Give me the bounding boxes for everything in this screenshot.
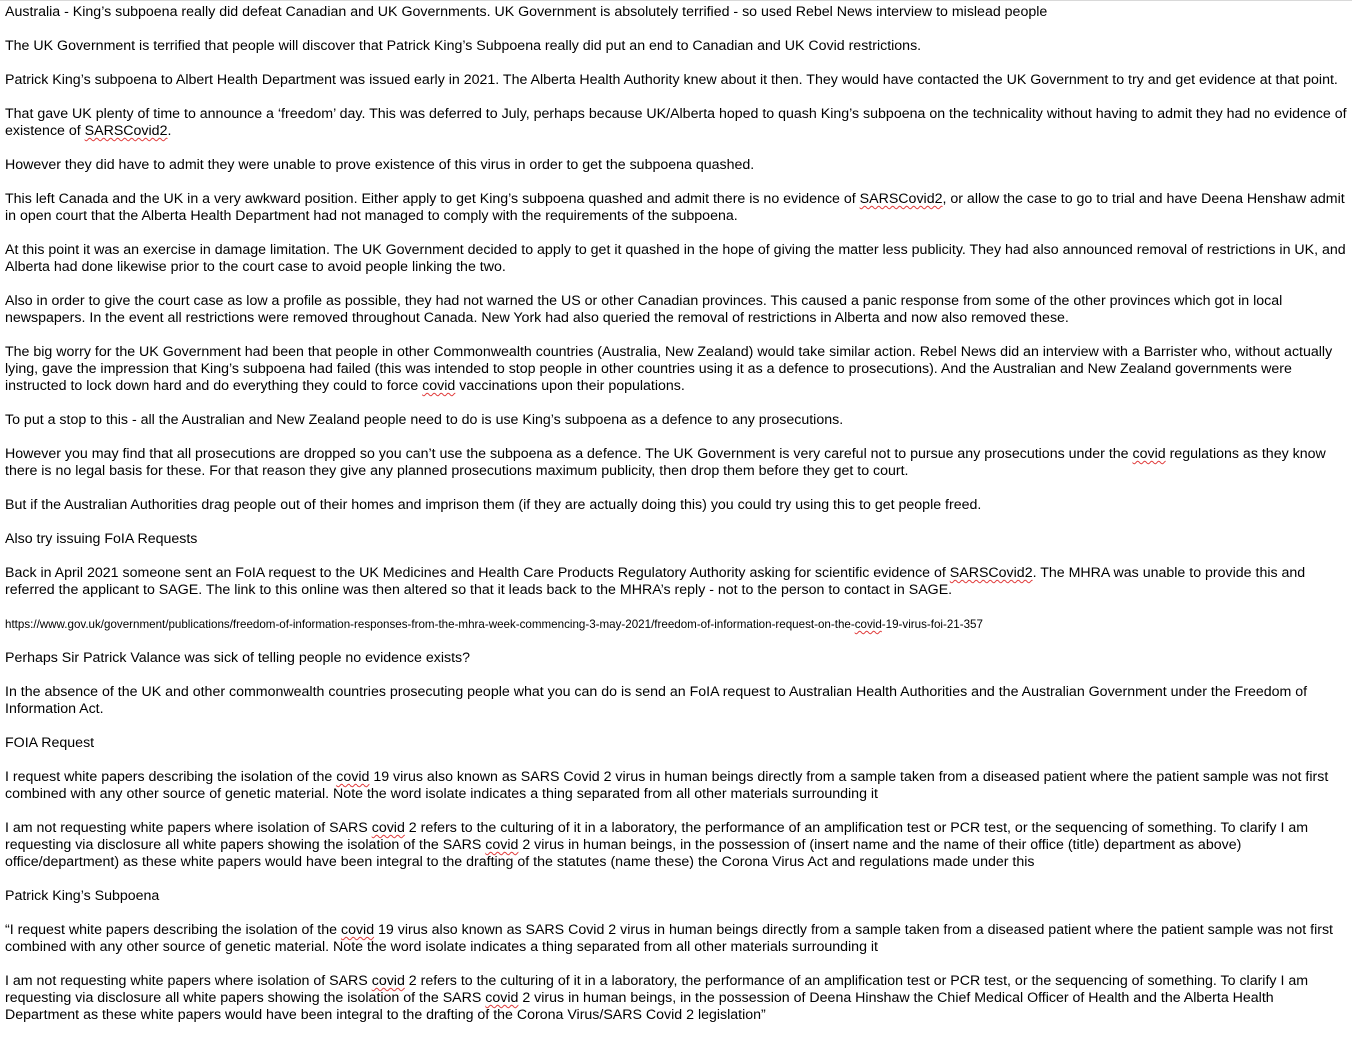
paragraph: Perhaps Sir Patrick Valance was sick of telling people no evidence exists? (5, 650, 471, 666)
section-heading: FOIA Request (5, 735, 95, 751)
paragraph: However you may find that all prosecutions are dropped so you can’t use the subpoena as a defence. The UK Government is very careful not to pursue any prosecutions under the covid regulations as they know there is no legal basis for these. For that reason they give any planned prosecutions maximum publicity, then drop them before they get to court. (5, 446, 1326, 479)
spellcheck-flagged-word[interactable]: covid (1132, 446, 1166, 462)
spellcheck-flagged-word[interactable]: covid (371, 820, 405, 836)
spellcheck-flagged-word[interactable]: covid (485, 837, 519, 853)
spellcheck-flagged-word[interactable]: covid (340, 922, 375, 938)
paragraph: That gave UK plenty of time to announce a ‘freedom’ day. This was deferred to July, perhaps because UK/Alberta hoped to quash King’s subpoena on the technicality without having to admit they had no evidence of existence of SARSCovid2. (5, 106, 1347, 139)
document-title-line: Australia - King’s subpoena really did defeat Canadian and UK Governments. UK Government is absolutely terrified - so used Rebel News interview to mislead people (5, 4, 1048, 20)
spellcheck-flagged-word[interactable]: SARSCovid2 (859, 191, 943, 207)
spellcheck-flagged-word[interactable]: SARSCovid2 (84, 123, 168, 139)
spellcheck-flagged-word[interactable]: covid (422, 378, 456, 394)
paragraph: I am not requesting white papers where isolation of SARS covid 2 refers to the culturing of it in a laboratory, the performance of an amplification test or PCR test, or the sequencing of something. To clarify I am requesting via disclosure all white papers showing the isolation of the SARS covid 2 virus in human beings, in the possession of (insert name and the name of their office (title) department as above) office/department) as these white papers would have been integral to the drafting of the statutes (name these) the Corona Virus Act and regulations made under this (5, 820, 1309, 870)
paragraph: Also in order to give the court case as low a profile as possible, they had not warned the US or other Canadian provinces. This caused a panic response from some of the other provinces which got in local newspapers. In the event all restrictions were removed throughout Canada. New York had also queried the removal of restrictions in Alberta and now also removed these. (5, 293, 1283, 326)
paragraph: However they did have to admit they were unable to prove existence of this virus in order to get the subpoena quashed. (5, 157, 755, 173)
paragraph: This left Canada and the UK in a very awkward position. Either apply to get King’s subpoena quashed and admit there is no evidence of SARSCovid2, or allow the case to go to trial and have Deena Henshaw admit in open court that the Alberta Health Department had not managed to comply with the requirements of the subpoena. (5, 191, 1345, 224)
paragraph: Back in April 2021 someone sent an FoIA request to the UK Medicines and Health Care Products Regulatory Authority asking for scientific evidence of SARSCovid2. The MHRA was unable to provide this and referred the applicant to SAGE. The link to this online was then altered so that it leads back to the MHRA’s reply - not to the person to contact in SAGE. (5, 565, 1306, 598)
paragraph: The big worry for the UK Government had been that people in other Commonwealth countries (Australia, New Zealand) would take similar action. Rebel News did an interview with a Barrister who, without actually lying, gave the impression that King’s subpoena had failed (this was intended to stop people in other countries using it as a defence to prosecutions). And the Australian and New Zealand governments were instructed to lock down hard and do everything they could to force covid vaccinations upon their populations. (5, 344, 1333, 394)
section-heading: Patrick King’s Subpoena (5, 888, 160, 904)
paragraph: To put a stop to this - all the Australian and New Zealand people need to do is use King’s subpoena as a defence to any prosecutions. (5, 412, 844, 428)
paragraph: I am not requesting white papers where isolation of SARS covid 2 refers to the culturing of it in a laboratory, the performance of an amplification test or PCR test, or the sequencing of something. To clarify I am requesting via disclosure all white papers showing the isolation of the SARS covid 2 virus in human beings, in the possession of Deena Hinshaw the Chief Medical Officer of Health and the Alberta Health Department as these white papers would have been integral to the drafting of the Corona Virus/SARS Covid 2 legislation” (5, 973, 1309, 1023)
top-divider (0, 0, 1352, 1)
spellcheck-flagged-word[interactable]: covid (854, 618, 882, 631)
paragraph: At this point it was an exercise in damage limitation. The UK Government decided to apply to get it quashed in the hope of giving the matter less publicity. They had also announced removal of restrictions in UK, and Alberta had done likewise prior to the court case to avoid people linking the two. (5, 242, 1346, 275)
section-heading: Also try issuing FoIA Requests (5, 531, 198, 547)
spellcheck-flagged-word[interactable]: covid (371, 973, 405, 989)
paragraph: I request white papers describing the isolation of the covid 19 virus also known as SARS Covid 2 virus in human beings directly from a sample taken from a diseased patient where the patient sample was not first combined with any other source of genetic material. Note the word isolate indicates a thing separated from all other materials surrounding it (5, 769, 1329, 802)
paragraph: “I request white papers describing the isolation of the covid 19 virus also known as SARS Covid 2 virus in human beings directly from a sample taken from a diseased patient where the patient sample was not first combined with any other source of genetic material. Note the word isolate indicates a thing separated from all other materials surrounding it (5, 922, 1334, 955)
paragraph: The UK Government is terrified that people will discover that Patrick King’s Subpoena really did put an end to Canadian and UK Covid restrictions. (5, 38, 922, 54)
document-body[interactable] (5, 4, 1349, 1041)
spellcheck-flagged-word[interactable]: covid (485, 990, 519, 1006)
paragraph: But if the Australian Authorities drag people out of their homes and imprison them (if they are actually doing this) you could try using this to get people freed. (5, 497, 982, 513)
spellcheck-flagged-word[interactable]: covid (336, 769, 370, 785)
url-link[interactable]: https://www.gov.uk/government/publications/freedom-of-information-responses-from-the-mhra-week-commencing-3-may-2021/freedom-of-information-request-on-the-covid-19-virus-foi-21-357 (5, 618, 983, 631)
spellcheck-flagged-word[interactable]: SARSCovid2 (949, 565, 1033, 581)
paragraph: Patrick King’s subpoena to Albert Health Department was issued early in 2021. The Alberta Health Authority knew about it then. They would have contacted the UK Government to try and get evidence at that point. (5, 72, 1338, 88)
paragraph: In the absence of the UK and other commonwealth countries prosecuting people what you can do is send an FoIA request to Australian Health Authorities and the Australian Government under the Freedom of Information Act. (5, 684, 1308, 717)
